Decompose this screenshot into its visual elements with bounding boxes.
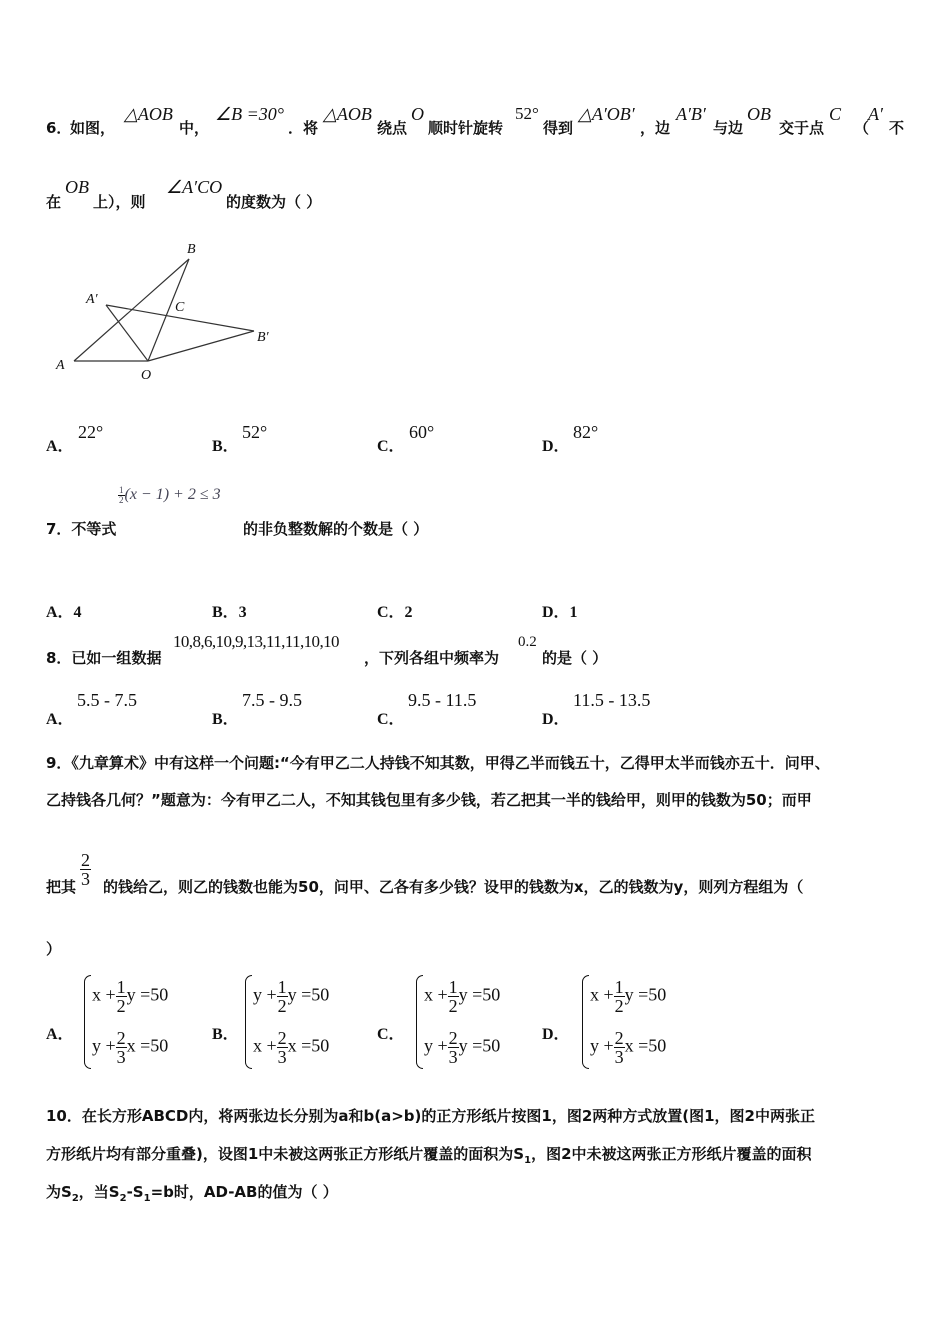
label-o: O (141, 368, 152, 383)
q9-frac-num: 2 (81, 850, 90, 870)
equation-2 (424, 1029, 500, 1066)
q8-option-a-value: 5.5 - 7.5 (77, 690, 137, 710)
q6-figure (50, 235, 290, 385)
q9-line-4: ） (46, 940, 62, 958)
q9-fraction (80, 851, 91, 888)
q6-text: 交于点 (779, 119, 825, 137)
q7-option-c: C．2 (377, 604, 413, 621)
frac-den: 3 (277, 1047, 287, 1067)
q9-option-b-label: B． (212, 1026, 239, 1043)
equation-1 (92, 978, 168, 1015)
text-part: 为S (46, 1183, 72, 1201)
eq-part: x + (590, 984, 614, 1005)
q8-option-d-value: 11.5 - 13.5 (573, 690, 651, 710)
eq-part: x + (253, 1035, 277, 1056)
q7-expr: (x − 1) + 2 ≤ 3 (124, 486, 221, 504)
q7-option-a: A．4 (46, 604, 82, 621)
q6-math: A′ (868, 104, 883, 124)
equation-1 (424, 978, 500, 1015)
eq-part: x + (424, 984, 448, 1005)
q6-option-a-label: A． (46, 438, 74, 455)
segment-ob2 (148, 331, 254, 361)
label-a: A (56, 358, 65, 373)
frac-num: 2 (448, 1028, 458, 1048)
eq-part: x + (92, 984, 116, 1005)
subscript: 2 (119, 1193, 127, 1204)
eq-part: y + (92, 1035, 116, 1056)
eq-part: y + (424, 1035, 448, 1056)
q6-option-c-value: 60° (409, 422, 435, 442)
text-part: -S (126, 1183, 144, 1201)
frac-num: 1 (448, 977, 458, 997)
q8-option-c-label: C． (377, 711, 405, 728)
q6-text: 在 (46, 193, 62, 211)
eq-part: y =50 (624, 984, 667, 1005)
q8-option-a-label: A． (46, 711, 74, 728)
q6-text: ，边 (640, 119, 671, 137)
q6-text: 中， (179, 119, 210, 137)
equation-1 (590, 978, 666, 1015)
q6-math: ∠B =30° (215, 104, 284, 124)
frac-den: 2 (614, 996, 624, 1016)
brace (245, 975, 252, 1069)
q6-math: △A′OB′ (578, 104, 635, 124)
q9-line-3a: 把其 (46, 878, 77, 896)
q6-text: 与边 (713, 119, 744, 137)
q9-line-1: 9．《九章算术》中有这样一个问题:“今有甲乙二人持钱不知其数，甲得乙半而钱五十，乙得甲太半而钱亦五十．问甲、 (46, 754, 830, 772)
q9-frac-den: 3 (81, 869, 90, 889)
label-a-prime: A′ (86, 292, 98, 307)
q6-math: △AOB (323, 104, 372, 124)
frac-den: 2 (277, 996, 287, 1016)
q6-option-a-value: 22° (78, 422, 104, 442)
q7-text: 的非负整数解的个数是（ ） (243, 520, 429, 538)
frac-num: 2 (277, 1028, 287, 1048)
q7-frac-num: 1 (119, 485, 124, 495)
q6-option-b-value: 52° (242, 422, 268, 442)
q9-line-2: 乙持钱各几何？”题意为：今有甲乙二人，不知其钱包里有多少钱，若乙把其一半的钱给甲，则甲的钱数为50；而甲 (46, 791, 812, 809)
frac-num: 1 (116, 977, 126, 997)
subscript: 1 (524, 1155, 532, 1166)
frac-den: 3 (448, 1047, 458, 1067)
q8-frequency: 0.2 (518, 634, 537, 650)
q7-frac-den: 2 (119, 495, 124, 505)
q8-option-c-value: 9.5 - 11.5 (408, 690, 477, 710)
q9-option-c-label: C． (377, 1026, 405, 1043)
subscript: 1 (143, 1193, 151, 1204)
eq-part: x =50 (624, 1035, 667, 1056)
q6-math: △AOB (124, 104, 173, 124)
q10-line-2 (46, 1143, 812, 1166)
equation-2 (92, 1029, 168, 1066)
text-part: ，图2中未被这两张正方形纸片覆盖的面积 (531, 1145, 812, 1163)
eq-part: y + (590, 1035, 614, 1056)
q8-option-b-label: B． (212, 711, 239, 728)
q6-math: O (411, 104, 424, 124)
frac-den: 3 (614, 1047, 624, 1067)
q10-line-3 (46, 1181, 338, 1204)
q6-option-d-value: 82° (573, 422, 599, 442)
eq-part: y =50 (287, 984, 330, 1005)
label-b-prime: B′ (257, 330, 269, 345)
text-part: ，当S (78, 1183, 120, 1201)
q6-text: 上），则 (93, 193, 146, 211)
frac-num: 1 (277, 977, 287, 997)
frac-num: 2 (116, 1028, 126, 1048)
frac-den: 3 (116, 1047, 126, 1067)
q6-math: OB (747, 104, 771, 124)
eq-part: y + (253, 984, 277, 1005)
equation-1 (253, 978, 329, 1015)
q9-option-d-label: D． (542, 1026, 570, 1043)
q8-option-b-value: 7.5 - 9.5 (242, 690, 302, 710)
q7-option-b: B．3 (212, 604, 247, 621)
eq-part: y =50 (458, 984, 501, 1005)
q10-line-1: 10．在长方形ABCD内，将两张边长分别为a和b(a>b)的正方形纸片按图1，图2两种方式放置(图1，图2中两张正 (46, 1107, 815, 1125)
q8-text: 的是（ ） (542, 649, 608, 667)
q7-text: 7．不等式 (46, 520, 117, 538)
q6-math: A′B′ (676, 104, 706, 124)
q6-math: OB (65, 177, 89, 197)
q6-text: ．将 (288, 119, 319, 137)
q7-inequality (118, 486, 221, 505)
q6-text: 顺时针旋转 (428, 119, 504, 137)
q6-text: 的度数为（ ） (226, 193, 322, 211)
q6-text: 绕点 (377, 119, 408, 137)
text-part: 方形纸片均有部分重叠)，设图1中未被这两张正方形纸片覆盖的面积为S (46, 1145, 525, 1163)
equation-2 (590, 1029, 666, 1066)
eq-part: x =50 (287, 1035, 330, 1056)
q8-text: 8．已如一组数据 (46, 649, 162, 667)
frac-num: 1 (614, 977, 624, 997)
q6-text: 如图， (70, 119, 116, 137)
equation-2 (253, 1029, 329, 1066)
frac-num: 2 (614, 1028, 624, 1048)
eq-part: x =50 (126, 1035, 169, 1056)
q8-option-d-label: D． (542, 711, 570, 728)
q6-text: 不 (889, 119, 905, 137)
eq-part: y =50 (126, 984, 169, 1005)
q8-data: 10,8,6,10,9,13,11,11,10,10 (173, 632, 339, 651)
subscript: 2 (71, 1193, 79, 1204)
q6-text: 得到 (543, 119, 574, 137)
label-c: C (175, 300, 185, 315)
q9-option-a-label: A． (46, 1026, 74, 1043)
brace (416, 975, 423, 1069)
eq-part: y =50 (458, 1035, 501, 1056)
text-part: =b时，AD-AB的值为（ ） (150, 1183, 338, 1201)
q6-math: 52° (515, 104, 539, 123)
q8-text: ，下列各组中频率为 (364, 649, 500, 667)
q6-text: （ (854, 119, 870, 137)
q6-option-c-label: C． (377, 438, 405, 455)
brace (84, 975, 91, 1069)
q9-line-3b: 的钱给乙，则乙的钱数也能为50，问甲、乙各有多少钱？设甲的钱数为x，乙的钱数为y，则列方程组为（ (103, 878, 804, 896)
q6-math: C (829, 104, 842, 124)
label-b: B (187, 242, 196, 257)
q6-option-d-label: D． (542, 438, 570, 455)
q7-option-d: D．1 (542, 604, 578, 621)
q6-math: ∠A′CO (166, 177, 223, 197)
q6-number: 6． (46, 119, 72, 137)
brace (582, 975, 589, 1069)
frac-den: 2 (116, 996, 126, 1016)
q6-option-b-label: B． (212, 438, 239, 455)
frac-den: 2 (448, 996, 458, 1016)
